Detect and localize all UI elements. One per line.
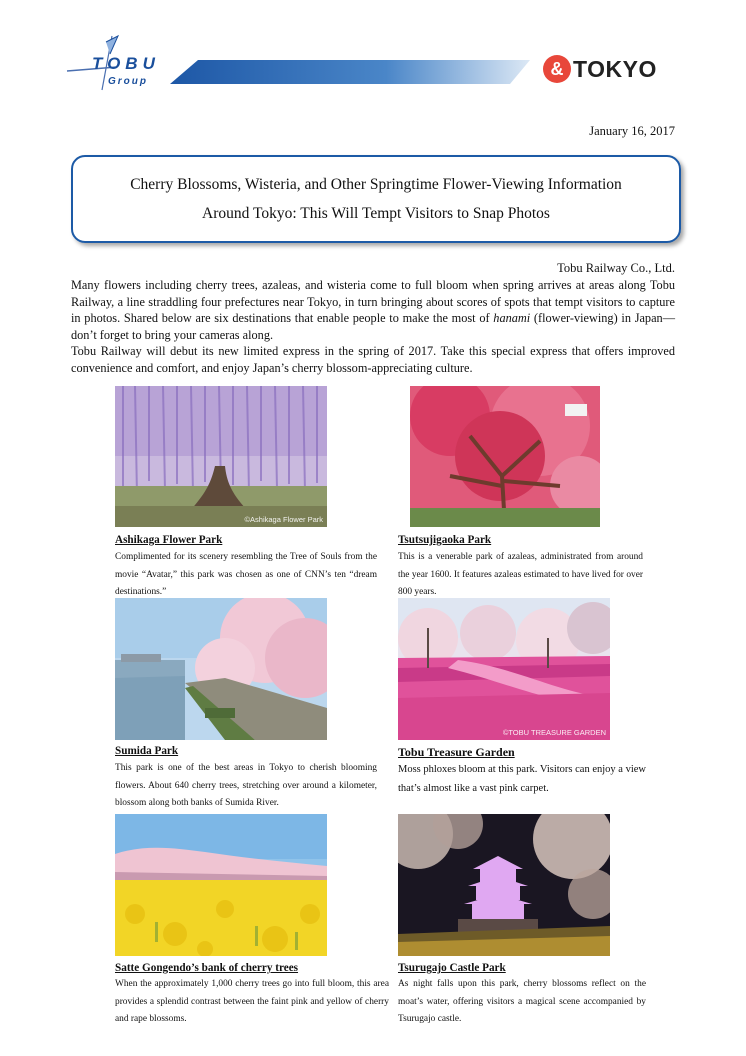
release-date: January 16, 2017 xyxy=(589,124,675,138)
spot-name: Sumida Park xyxy=(115,745,179,757)
spot-name: Satte Gongendo’s bank of cherry trees xyxy=(115,962,299,974)
intro-paragraph-1: Many flowers including cherry trees, azaleas, and wisteria come to full bloom when spring arrives at areas along Tobu Railway, a line straddling four prefectures near Tokyo, in turn bringing about scores of spots that tempt visitors to capture in photos. Shared below are six destinations that enable people to make the most of hanami (flower-viewing) in Japan—don’t forget to bring your cameras along. xyxy=(71,278,675,342)
tobu-logo-word: TOBU xyxy=(92,54,160,73)
tobu-treasure-garden-photo xyxy=(398,598,610,740)
header-gradient-band xyxy=(170,60,530,84)
photo-credit: ©Ashikaga Flower Park xyxy=(244,515,323,524)
tsutsujigaoka-park-photo xyxy=(410,386,600,527)
spot-description: As night falls upon this park, cherry blossoms reflect on the moat’s water, offering visitors a magical scene accompanied by Tsurugajo castle. xyxy=(398,979,646,1024)
title-line-1: Cherry Blossoms, Wisteria, and Other Springtime Flower-Viewing Information xyxy=(130,176,622,193)
spot-name: Ashikaga Flower Park xyxy=(115,534,223,546)
spot-description: When the approximately 1,000 cherry trees go into full bloom, this area provides a splendid contrast between the faint pink and yellow of cherry and rape blossoms. xyxy=(115,979,389,1024)
tobu-logo-group: Group xyxy=(108,76,148,87)
spot-description: This is a venerable park of azaleas, administrated from around the year 1600. It features azaleas estimated to have lived for over 800 years. xyxy=(398,552,643,597)
hanami-term: hanami xyxy=(493,311,531,325)
and-tokyo-logo xyxy=(543,54,657,84)
intro-text xyxy=(71,277,675,376)
tsurugajo-castle-park-photo xyxy=(398,814,610,956)
spot-name: Tsutsujigaoka Park xyxy=(398,534,492,546)
spot-name: Tobu Treasure Garden xyxy=(398,745,515,759)
sumida-park-photo xyxy=(115,598,327,740)
spot-description: Complimented for its scenery resembling the Tree of Souls from the movie “Avatar,” this park was chosen as one of CNN’s ten “dream destinations.” xyxy=(115,552,377,597)
photo-credit: ©TOBU TREASURE GARDEN xyxy=(502,728,606,737)
spot-description: Moss phloxes bloom at this park. Visitors can enjoy a view that’s almost like a vast pink carpet. xyxy=(398,764,646,794)
ashikaga-flower-park-photo xyxy=(115,386,327,527)
satte-gongendo-photo xyxy=(115,814,327,956)
spot-description: This park is one of the best areas in Tokyo to cherish blooming flowers. About 640 cherry trees, stretching over around a kilometer, blossom along both banks of Sumida River. xyxy=(115,763,377,808)
tokyo-logo-word: TOKYO xyxy=(573,55,657,82)
title-line-2: Around Tokyo: This Will Tempt Visitors to Snap Photos xyxy=(202,205,550,222)
and-symbol: & xyxy=(543,55,571,83)
title-box xyxy=(71,155,681,243)
company-name: Tobu Railway Co., Ltd. xyxy=(557,261,675,275)
spot-name: Tsurugajo Castle Park xyxy=(398,962,506,974)
intro-paragraph-2: Tobu Railway will debut its new limited express in the spring of 2017. Take this special express that offers improved convenience and comfort, and enjoy Japan’s cherry blossom-appreciating culture. xyxy=(71,344,675,375)
